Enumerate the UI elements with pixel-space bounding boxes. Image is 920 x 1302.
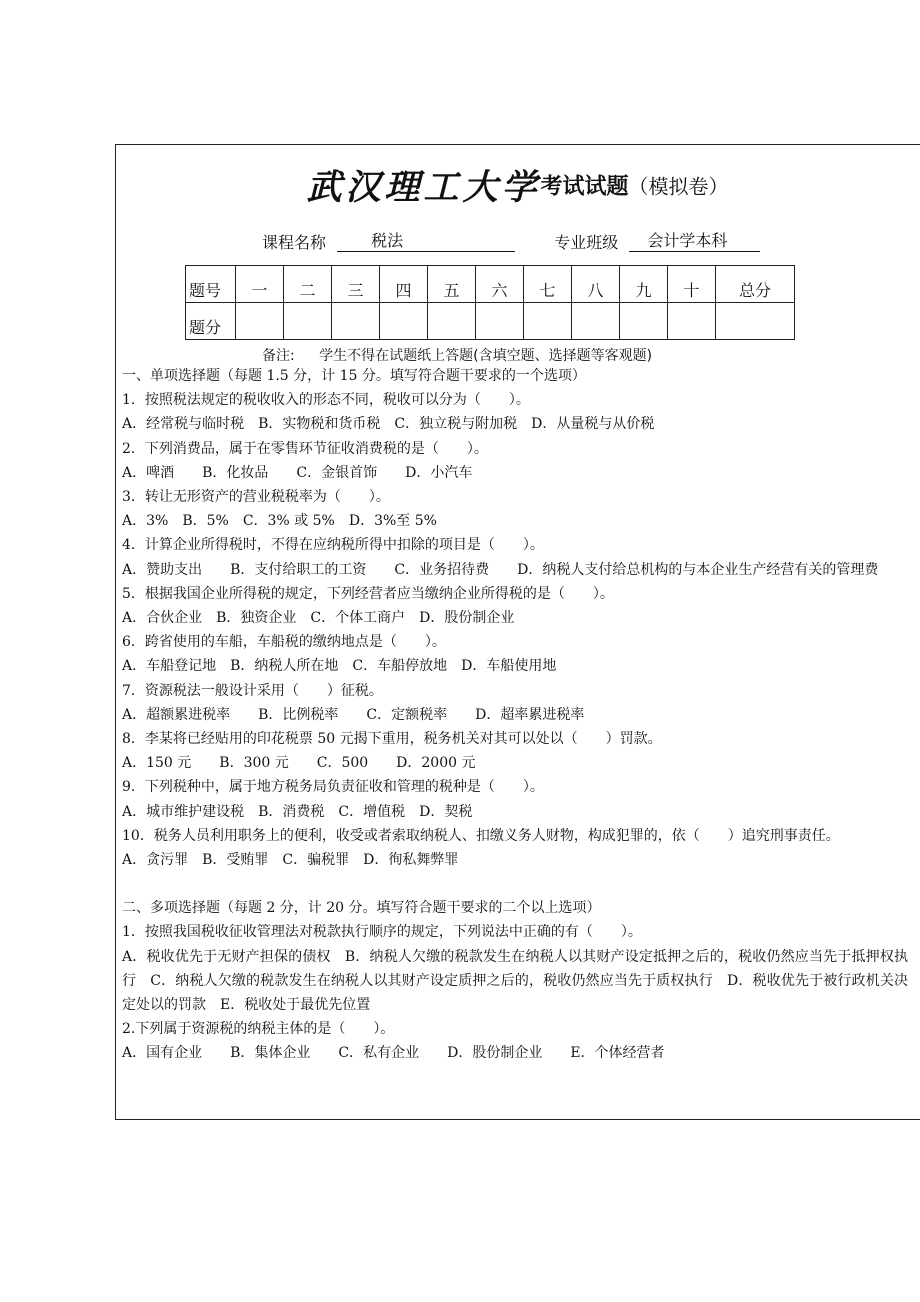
question-text: 7．资源税法一般设计采用（ ）征税。 <box>122 682 383 699</box>
score-cell <box>524 303 572 340</box>
question-text: 1．按照税法规定的税收收入的形态不同，税收可以分为（ ）。 <box>122 392 530 409</box>
note-label: 备注: <box>262 348 295 364</box>
note <box>262 345 652 365</box>
mock-label: （模拟卷） <box>628 174 729 199</box>
question-text: 4．计算企业所得税时，不得在应纳税所得中扣除的项目是（ ）。 <box>122 537 544 554</box>
score-cell <box>236 303 284 340</box>
course-value: 税法 <box>337 232 515 252</box>
score-cell <box>284 303 332 340</box>
class-label: 专业班级 <box>554 233 619 252</box>
question-text: 2.下列属于资源税的纳税主体的是（ ）。 <box>122 1021 395 1038</box>
score-cell <box>572 303 620 340</box>
score-table <box>185 265 795 340</box>
title <box>115 160 920 210</box>
col-header: 四 <box>380 266 428 303</box>
note-text: 学生不得在试题纸上答题(含填空题、选择题等客观题) <box>319 348 653 364</box>
school-name: 武汉理工大学 <box>306 167 541 208</box>
course-label: 课程名称 <box>262 233 327 252</box>
section2-heading: 二、多项选择题（每题 2 分，计 20 分。填写符合题干要求的二个以上选项） <box>122 900 601 917</box>
col-header: 二 <box>284 266 332 303</box>
question-text: 5．根据我国企业所得税的规定，下列经营者应当缴纳企业所得税的是（ ）。 <box>122 585 614 602</box>
col-header: 七 <box>524 266 572 303</box>
question-text: 9．下列税种中，属于地方税务局负责征收和管理的税种是（ ）。 <box>122 779 544 796</box>
row-label-score: 题分 <box>186 303 236 340</box>
question-text: 1．按照我国税收征收管理法对税款执行顺序的规定，下列说法中正确的有（ ）。 <box>122 924 642 941</box>
score-table-header-row <box>186 266 795 303</box>
question-options: A．啤酒 B．化妆品 C．金银首饰 D．小汽车 <box>122 464 473 481</box>
exam-content <box>122 364 908 1066</box>
question-options: A．经常税与临时税 B．实物税和货币税 C．独立税与附加税 D．从量税与从价税 <box>122 416 655 433</box>
class-value: 会计学本科 <box>629 232 760 252</box>
score-cell <box>380 303 428 340</box>
question-text: 10．税务人员利用职务上的便利，收受或者索取纳税人、扣缴义务人财物，构成犯罪的，依（ ）追究刑事责任。 <box>122 827 840 844</box>
col-header: 六 <box>476 266 524 303</box>
col-header: 九 <box>620 266 668 303</box>
col-header: 三 <box>332 266 380 303</box>
question-text: 2．下列消费品，属于在零售环节征收消费税的是（ ）。 <box>122 440 488 457</box>
question-options: A．超额累进税率 B．比例税率 C．定额税率 D．超率累进税率 <box>122 706 585 723</box>
score-cell <box>620 303 668 340</box>
question-text: 3．转让无形资产的营业税税率为（ ）。 <box>122 489 390 506</box>
score-cell <box>332 303 380 340</box>
question-options: A．税收优先于无财产担保的债权 B．纳税人欠缴的税款发生在纳税人以其财产设定抵押之后的，税收仍然应当先于抵押权执行 C．纳税人欠缴的税款发生在纳税人以其财产设定质押之后的，税收仍然应当先于质权执行 D．税收优先于被行政机关决定处以的罚款 E．税收处于最优先位置 <box>122 948 908 1014</box>
score-cell <box>428 303 476 340</box>
question-text: 8．李某将已经贴用的印花税票 50 元揭下重用，税务机关对其可以处以（ ）罚款。 <box>122 731 662 748</box>
question-options: A．国有企业 B．集体企业 C．私有企业 D．股份制企业 E．个体经营者 <box>122 1045 665 1062</box>
col-header: 一 <box>236 266 284 303</box>
question-options: A．车船登记地 B．纳税人所在地 C．车船停放地 D．车船使用地 <box>122 658 557 675</box>
question-options: A．赞助支出 B．支付给职工的工资 C．业务招待费 D．纳税人支付给总机构的与本企业生产经营有关的管理费 <box>122 561 879 578</box>
col-header: 十 <box>668 266 716 303</box>
score-cell <box>668 303 716 340</box>
question-options: A．贪污罪 B．受贿罪 C．骗税罪 D．徇私舞弊罪 <box>122 852 459 869</box>
section-gap <box>122 872 908 896</box>
score-table-score-row <box>186 303 795 340</box>
exam-label: 考试试题 <box>540 174 629 200</box>
course-info <box>262 232 760 252</box>
col-header: 五 <box>428 266 476 303</box>
question-options: A．3% B．5% C．3% 或 5% D．3%至 5% <box>122 513 437 530</box>
score-cell-total <box>716 303 795 340</box>
question-options: A．合伙企业 B．独资企业 C．个体工商户 D．股份制企业 <box>122 610 515 627</box>
col-header-total: 总分 <box>716 266 795 303</box>
section1-heading: 一、单项选择题（每题 1.5 分，计 15 分。填写符合题干要求的一个选项） <box>122 368 586 384</box>
col-header: 八 <box>572 266 620 303</box>
question-options: A．城市维护建设税 B．消费税 C．增值税 D．契税 <box>122 803 473 820</box>
question-options: A．150 元 B．300 元 C．500 D．2000 元 <box>122 755 476 772</box>
question-text: 6．跨省使用的车船，车船税的缴纳地点是（ ）。 <box>122 634 446 651</box>
score-cell <box>476 303 524 340</box>
row-label-number: 题号 <box>186 266 236 303</box>
